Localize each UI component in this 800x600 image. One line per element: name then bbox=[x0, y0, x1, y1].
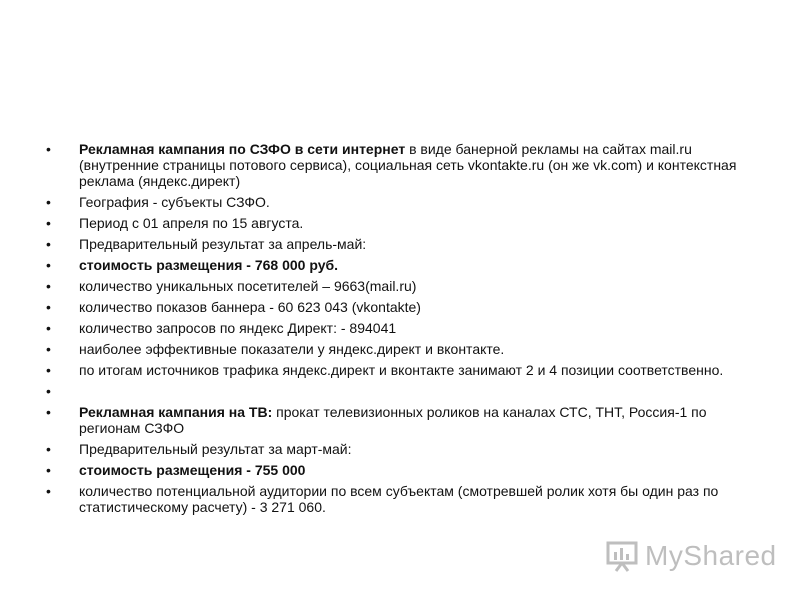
item-bold-text: стоимость размещения - 768 000 руб. bbox=[79, 257, 339, 273]
item-text bbox=[79, 141, 736, 189]
item-text bbox=[79, 462, 305, 478]
bullet-dot: • bbox=[46, 299, 51, 315]
bullet-dot: • bbox=[46, 215, 51, 231]
list-item bbox=[46, 362, 746, 378]
item-text bbox=[79, 236, 366, 252]
bullet-dot: • bbox=[46, 483, 51, 499]
bullet-dot: • bbox=[46, 441, 51, 457]
list-item bbox=[46, 341, 746, 357]
list-item bbox=[46, 236, 746, 252]
item-plain-text: количество потенциальной аудитории по всем субъектам (смотревшей ролик хотя бы один раз по статистическому расчету) - 3 271 060. bbox=[79, 483, 719, 515]
list-item bbox=[46, 404, 746, 436]
item-plain-text: в виде банерной рекламы на сайтах mail.ru (внутренние страницы потового сервиса), социальная сеть vkontakte.ru (он же vk.com) и контекстная реклама (яндекс.директ) bbox=[79, 141, 737, 189]
item-text bbox=[79, 483, 718, 515]
item-plain-text: наиболее эффективные показатели у яндекс.директ и вконтакте. bbox=[79, 341, 505, 357]
list-item bbox=[46, 278, 746, 294]
bullet-list bbox=[46, 141, 746, 520]
item-text bbox=[79, 257, 338, 273]
bullet-dot: • bbox=[46, 362, 51, 378]
item-plain-text: Предварительный результат за март-май: bbox=[79, 441, 352, 457]
item-text bbox=[79, 299, 421, 315]
list-item bbox=[46, 257, 746, 273]
item-bold-text: Рекламная кампания по СЗФО в сети интернет bbox=[79, 141, 406, 157]
bullet-dot: • bbox=[46, 320, 51, 336]
bullet-dot: • bbox=[46, 236, 51, 252]
item-text bbox=[79, 194, 270, 210]
list-item bbox=[46, 215, 746, 231]
empty-list-item bbox=[46, 383, 746, 399]
item-plain-text: прокат телевизионных роликов на каналах СТС, ТНТ, Россия-1 по регионам СЗФО bbox=[79, 404, 707, 436]
item-text bbox=[79, 404, 707, 436]
item-text bbox=[79, 320, 396, 336]
item-plain-text: количество показов баннера - 60 623 043 (vkontakte) bbox=[79, 299, 421, 315]
bullet-dot: • bbox=[46, 141, 51, 157]
item-plain-text: Предварительный результат за апрель-май: bbox=[79, 236, 367, 252]
item-text bbox=[79, 362, 723, 378]
bullet-dot: • bbox=[46, 341, 51, 357]
bullet-dot: • bbox=[46, 257, 51, 273]
list-item bbox=[46, 299, 746, 315]
item-plain-text: География - субъекты СЗФО. bbox=[79, 194, 270, 210]
list-item bbox=[46, 194, 746, 210]
list-item bbox=[46, 141, 746, 189]
item-bold-text: стоимость размещения - 755 000 bbox=[79, 462, 306, 478]
item-plain-text: количество уникальных посетителей – 9663(mail.ru) bbox=[79, 278, 417, 294]
list-item bbox=[46, 483, 746, 515]
item-plain-text: Период с 01 апреля по 15 августа. bbox=[79, 215, 304, 231]
item-plain-text: по итогам источников трафика яндекс.директ и вконтакте занимают 2 и 4 позиции соответственно. bbox=[79, 362, 724, 378]
list-item bbox=[46, 441, 746, 457]
item-bold-text: Рекламная кампания на ТВ: bbox=[79, 404, 273, 420]
bullet-dot: • bbox=[46, 383, 51, 399]
item-text bbox=[79, 215, 303, 231]
bullet-dot: • bbox=[46, 278, 51, 294]
item-text bbox=[79, 441, 352, 457]
item-plain-text: количество запросов по яндекс Директ: - 894041 bbox=[79, 320, 397, 336]
bullet-dot: • bbox=[46, 404, 51, 420]
item-text bbox=[79, 278, 416, 294]
bullet-dot: • bbox=[46, 462, 51, 478]
item-text bbox=[79, 341, 504, 357]
logo-text: MyShared bbox=[645, 540, 777, 571]
bullet-dot: • bbox=[46, 194, 51, 210]
presentation-chart-icon bbox=[605, 539, 639, 573]
myshared-logo[interactable] bbox=[605, 538, 777, 574]
list-item bbox=[46, 320, 746, 336]
list-item bbox=[46, 462, 746, 478]
